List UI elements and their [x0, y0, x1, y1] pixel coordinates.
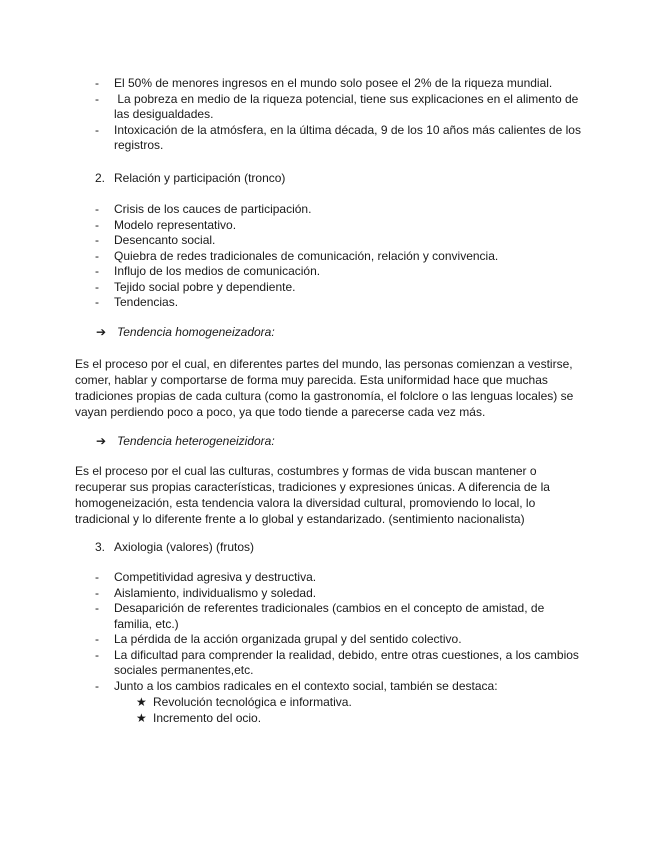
list-item [0, 295, 655, 311]
dash-bullet: - [95, 76, 99, 90]
list-item [0, 679, 655, 695]
sub-list-item [0, 711, 655, 727]
dash-bullet: - [95, 678, 99, 693]
list-item-text: La dificultad para comprender la realidad, debido, entre otras cuestiones, a los cambios sociales permanentes,etc. [114, 647, 579, 677]
section-number: 3. [95, 540, 106, 554]
list-item-text: La pobreza en medio de la riqueza potencial, tiene sus explicaciones en el alimento de las desigualdades. [114, 91, 582, 121]
star-bullet-icon: ★ [136, 710, 147, 725]
dash-bullet: - [95, 647, 99, 662]
trend-label: Tendencia heterogeneizidora: [117, 434, 275, 448]
section-title: Axiologia (valores) (frutos) [114, 540, 255, 554]
list-item-text: La pérdida de la acción organizada grupal y del sentido colectivo. [114, 632, 462, 646]
list-item [0, 280, 655, 296]
section1-list [0, 76, 655, 154]
list-item [0, 123, 655, 154]
list-item-text: Competitividad agresiva y destructiva. [114, 570, 317, 584]
section2-heading [0, 171, 655, 187]
dash-bullet: - [95, 601, 99, 615]
list-item [0, 632, 655, 648]
section3-list [0, 570, 655, 694]
section2-list [0, 202, 655, 311]
dash-bullet: - [95, 264, 99, 278]
dash-bullet: - [95, 585, 99, 600]
list-item [0, 249, 655, 265]
section3-sublist [0, 695, 655, 726]
list-item-text: Tendencias. [114, 295, 179, 309]
list-item [0, 264, 655, 280]
dash-bullet: - [95, 122, 99, 137]
list-item-text: Intoxicación de la atmósfera, en la última década, 9 de los 10 años más calientes de los registros. [114, 122, 581, 152]
list-item [0, 648, 655, 679]
dash-bullet: - [95, 295, 99, 309]
dash-bullet: - [95, 233, 99, 247]
trend-heading-homogeneizadora [0, 325, 655, 341]
list-item [0, 202, 655, 218]
list-item [0, 92, 655, 123]
list-item [0, 76, 655, 92]
dash-bullet: - [95, 279, 99, 294]
trend-paragraph-heterogeneizidora: Es el proceso por el cual las culturas, costumbres y formas de vida buscan mantener o recuperar sus propias características, tradiciones y expresiones únicas. A diferencia de la homogeneización, esta tendencia valora la diversidad cultural, promoviendo lo local, lo tradicional y lo diferente frente a lo global y estandarizado. (sentimiento nacionalista) [75, 464, 550, 526]
dash-bullet: - [95, 202, 99, 216]
sub-list-item-text: Revolución tecnológica e informativa. [153, 695, 352, 709]
list-item-text: Tejido social pobre y dependiente. [114, 279, 296, 294]
dash-bullet: - [95, 632, 99, 646]
arrow-bullet-icon: ➔ [96, 325, 107, 339]
list-item-text: Crisis de los cauces de participación. [114, 202, 312, 216]
list-item-text: Modelo representativo. [114, 217, 237, 232]
section3-heading [0, 540, 655, 556]
list-item [0, 570, 655, 586]
list-item-text: Quiebra de redes tradicionales de comunicación, relación y convivencia. [114, 248, 499, 263]
arrow-bullet-icon: ➔ [96, 434, 107, 448]
dash-bullet: - [95, 217, 99, 232]
star-bullet-icon: ★ [136, 695, 147, 709]
list-item [0, 233, 655, 249]
dash-bullet: - [95, 248, 99, 263]
sub-list-item-text: Incremento del ocio. [153, 710, 262, 725]
list-item-text: Desencanto social. [114, 233, 216, 247]
list-item-text: Junto a los cambios radicales en el contexto social, también se destaca: [114, 678, 498, 693]
list-item-text: Influjo de los medios de comunicación. [114, 264, 321, 278]
list-item [0, 586, 655, 602]
sub-list-item [0, 695, 655, 711]
list-item-text: El 50% de menores ingresos en el mundo solo posee el 2% de la riqueza mundial. [114, 76, 553, 90]
list-item [0, 218, 655, 234]
trend-heading-heterogeneizidora [0, 434, 655, 450]
list-item [0, 601, 655, 632]
dash-bullet: - [95, 91, 99, 106]
trend-label: Tendencia homogeneizadora: [117, 325, 275, 339]
list-item-text: Desaparición de referentes tradicionales (cambios en el concepto de amistad, de familia, etc.) [114, 601, 545, 631]
list-item-text: Aislamiento, individualismo y soledad. [114, 585, 317, 600]
dash-bullet: - [95, 570, 99, 584]
section-number: 2. [95, 171, 106, 185]
section-title: Relación y participación (tronco) [114, 171, 286, 185]
trend-paragraph-homogeneizadora: Es el proceso por el cual, en diferentes partes del mundo, las personas comienzan a vestirse, comer, hablar y comportarse de forma muy parecida. Esta uniformidad hace que muchas tradiciones propias de cada cultura (como la gastronomía, el folclore o las lenguas locales) se vayan perdiendo poco a poco, ya que todo tiende a parecerse cada vez más. [75, 357, 574, 419]
